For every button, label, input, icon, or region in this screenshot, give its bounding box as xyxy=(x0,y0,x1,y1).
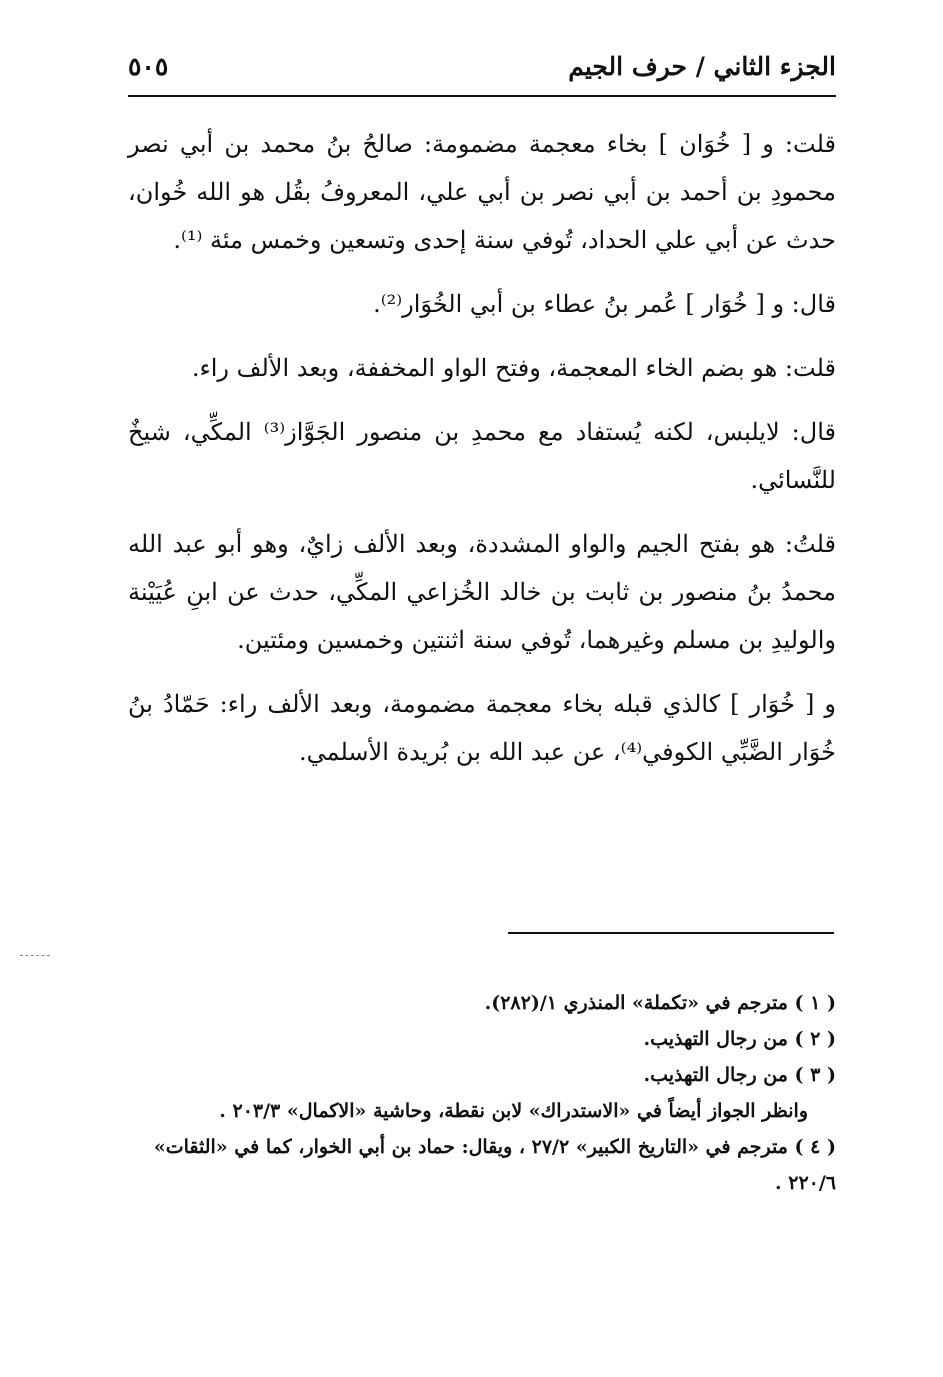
paragraph: قلتُ: هو بفتح الجيم والواو المشددة، وبعد الألف زايٌ، وهو أبو عبد الله محمدُ بنُ منصور بن ثابت بن خالد الخُزاعي المكِّي، حدث عن ابنِ عُيَيْنة والوليدِ بن مسلم وغيرهما، تُوفي سنة اثنتين وخمسين ومئتين. xyxy=(128,530,836,654)
paragraph: قال: لايلبس، لكنه يُستفاد مع محمدِ بن منصور الجَوَّاز⁽³⁾ المكِّي، شيخٌ للنَّسائي. xyxy=(128,418,836,494)
page-header xyxy=(128,52,836,92)
paragraph: قلت: و [ خُوَان ] بخاء معجمة مضمومة: صالحُ بنُ محمد بن أبي نصر محمودِ بن أحمد بن أبي نصر بن أبي علي، المعروفُ بقُل هو الله خُوان، حدث عن أبي علي الحداد، تُوفي سنة إحدى وتسعين وخمس مئة ⁽¹⁾. xyxy=(128,130,836,254)
footnote: ( ٢ ) من رجال التهذيب. xyxy=(643,1028,836,1050)
footnotes xyxy=(128,985,836,1201)
header-rule xyxy=(128,95,836,97)
footnote-rule xyxy=(508,932,834,934)
footnote: ( ٤ ) مترجم في «التاريخ الكبير» ٢٧/٢ ، ويقال: حماد بن أبي الخوار، كما في «الثقات» ٢٢٠/٦ . xyxy=(153,1136,836,1194)
page-number: ٥٠٥ xyxy=(128,52,169,81)
footnote: ( ٣ ) من رجال التهذيب. xyxy=(643,1064,836,1086)
footnote: ( ١ ) مترجم في «تكملة» المنذري ١/(٢٨٢). xyxy=(484,992,836,1014)
paragraph: قلت: هو بضم الخاء المعجمة، وفتح الواو المخففة، وبعد الألف راء. xyxy=(191,354,836,382)
paragraph: قال: و [ خُوَار ] عُمر بنُ عطاء بن أبي الخُوَار⁽²⁾. xyxy=(373,290,836,318)
footnote-continuation: وانظر الجواز أيضاً في «الاستدراك» لابن نقطة، وحاشية «الاكمال» ٢٠٣/٣ . xyxy=(219,1100,808,1122)
running-title: الجزء الثاني / حرف الجيم xyxy=(568,52,836,81)
main-text xyxy=(128,120,836,792)
scan-mark xyxy=(20,955,50,956)
paragraph: و [ خُوَار ] كالذي قبله بخاء معجمة مضمومة، وبعد الألف راء: حَمّادُ بنُ خُوَار الضَّبِّي الكوفي⁽⁴⁾، عن عبد الله بن بُريدة الأسلمي. xyxy=(128,690,836,766)
